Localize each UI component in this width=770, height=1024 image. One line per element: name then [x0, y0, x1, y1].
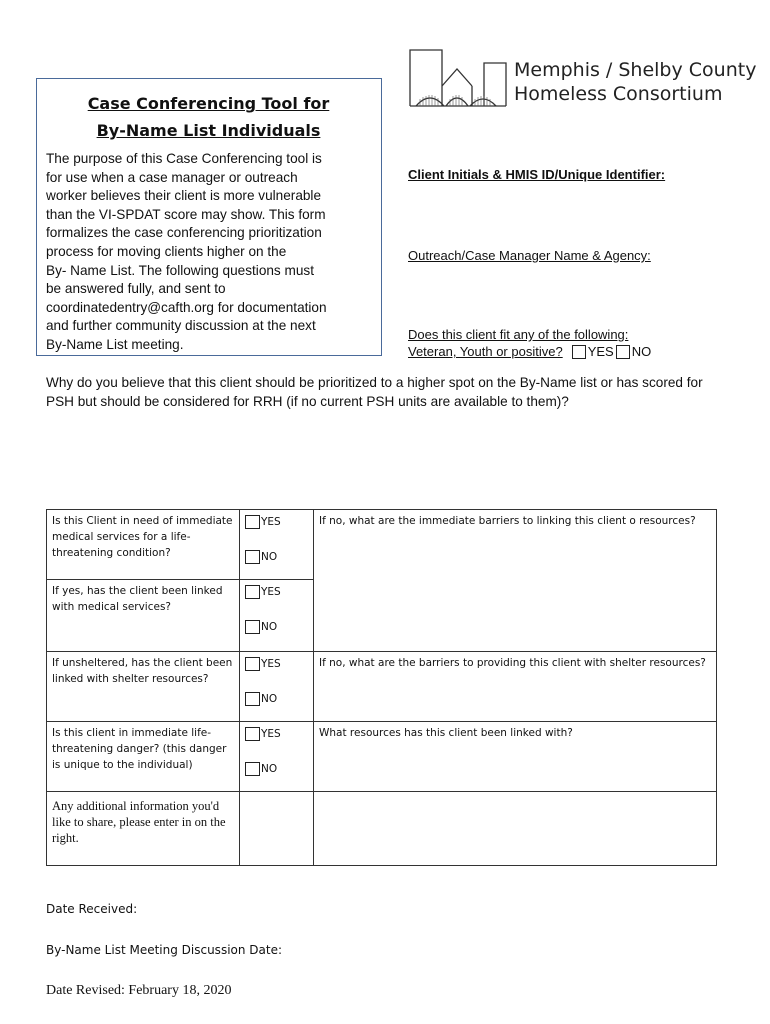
danger-question: Is this client in immediate life-threatening danger? (this danger is unique to the individual): [47, 722, 240, 792]
table-row: [47, 722, 717, 792]
org-name-line2: Homeless Consortium: [514, 83, 723, 105]
additional-info-question: Any additional information you'd like to share, please enter in on the right.: [47, 792, 240, 866]
no-label: NO: [261, 551, 278, 563]
medical-need-yes-checkbox[interactable]: [245, 515, 260, 529]
shelter-barriers-prompt: If no, what are the barriers to providing this client with shelter resources?: [319, 657, 706, 669]
fit-question-options: [408, 344, 653, 359]
danger-no[interactable]: [245, 760, 308, 778]
house-skyline-logo-icon: [408, 46, 508, 112]
medical-linked-no-checkbox[interactable]: [245, 620, 260, 634]
danger-options: [240, 722, 314, 792]
medical-barriers-prompt: If no, what are the immediate barriers to linking this client o resources?: [319, 515, 696, 527]
additional-info-empty-cell: [240, 792, 314, 866]
table-row: [47, 652, 717, 722]
org-name-line1: Memphis / Shelby County: [514, 59, 757, 81]
fit-question-label: Does this client fit any of the following:: [408, 327, 629, 342]
medical-barriers-field[interactable]: [314, 510, 717, 652]
no-label: NO: [261, 621, 278, 633]
why-question: Why do you believe that this client should be prioritized to a higher spot on the By-Name list or has scored for PSH but should be considered for RRH (if no current PSH units are available to them)?: [46, 375, 703, 409]
medical-linked-yes[interactable]: [245, 583, 308, 601]
shelter-question: If unsheltered, has the client been linked with shelter resources?: [47, 652, 240, 722]
org-name: [514, 58, 756, 106]
linked-resources-field[interactable]: [314, 722, 717, 792]
shelter-yes-checkbox[interactable]: [245, 657, 260, 671]
fit-yes-option[interactable]: [572, 344, 614, 359]
fit-no-checkbox[interactable]: [616, 345, 630, 359]
date-revised-label: Date Revised: February 18, 2020: [46, 983, 232, 998]
linked-resources-prompt: What resources has this client been linked with?: [319, 727, 573, 739]
shelter-options: [240, 652, 314, 722]
client-identifier-label: Client Initials & HMIS ID/Unique Identifier:: [408, 167, 666, 182]
org-logo: [408, 46, 757, 112]
fit-yes-label: YES: [587, 344, 614, 359]
screening-table: [46, 509, 717, 866]
shelter-yes[interactable]: [245, 655, 308, 673]
medical-linked-yes-checkbox[interactable]: [245, 585, 260, 599]
danger-yes[interactable]: [245, 725, 308, 743]
medical-linked-options: [240, 580, 314, 652]
medical-need-no[interactable]: [245, 548, 308, 566]
yes-label: YES: [261, 586, 281, 598]
medical-linked-question: If yes, has the client been linked with medical services?: [47, 580, 240, 652]
shelter-no[interactable]: [245, 690, 308, 708]
shelter-barriers-field[interactable]: [314, 652, 717, 722]
table-row: [47, 792, 717, 866]
medical-need-yes[interactable]: [245, 513, 308, 531]
yes-label: YES: [261, 658, 281, 670]
fit-no-label: NO: [631, 344, 652, 359]
form-title-line2: By-Name List Individuals: [96, 121, 321, 140]
medical-need-options: [240, 510, 314, 580]
form-title-line1: Case Conferencing Tool for: [87, 94, 330, 113]
fit-no-option[interactable]: [616, 344, 652, 359]
fit-yes-checkbox[interactable]: [572, 345, 586, 359]
no-label: NO: [261, 763, 278, 775]
intro-text: The purpose of this Case Conferencing tool is for use when a case manager or outreach worker believes their client is more vulnerable than the VI-SPDAT score may show. This form formalizes the case conferencing prioritization process for moving clients higher on the By- Name List. The following questions must be answered fully, and sent to coordinatedentry@cafth.org for documentation and further community discussion at the next By-Name List meeting.: [46, 151, 327, 352]
medical-need-no-checkbox[interactable]: [245, 550, 260, 564]
table-row: [47, 510, 717, 580]
meeting-date-label: By-Name List Meeting Discussion Date:: [46, 943, 283, 957]
additional-info-field[interactable]: [314, 792, 717, 866]
agency-label: Outreach/Case Manager Name & Agency:: [408, 248, 651, 263]
date-received-label: Date Received:: [46, 902, 138, 916]
medical-need-question: Is this Client in need of immediate medical services for a life-threatening condition?: [47, 510, 240, 580]
danger-no-checkbox[interactable]: [245, 762, 260, 776]
intro-box: [36, 78, 382, 356]
form-title: [46, 90, 371, 144]
yes-label: YES: [261, 728, 281, 740]
shelter-no-checkbox[interactable]: [245, 692, 260, 706]
no-label: NO: [261, 693, 278, 705]
fit-question-line2: Veteran, Youth or positive?: [408, 344, 563, 359]
danger-yes-checkbox[interactable]: [245, 727, 260, 741]
medical-linked-no[interactable]: [245, 618, 308, 636]
yes-label: YES: [261, 516, 281, 528]
